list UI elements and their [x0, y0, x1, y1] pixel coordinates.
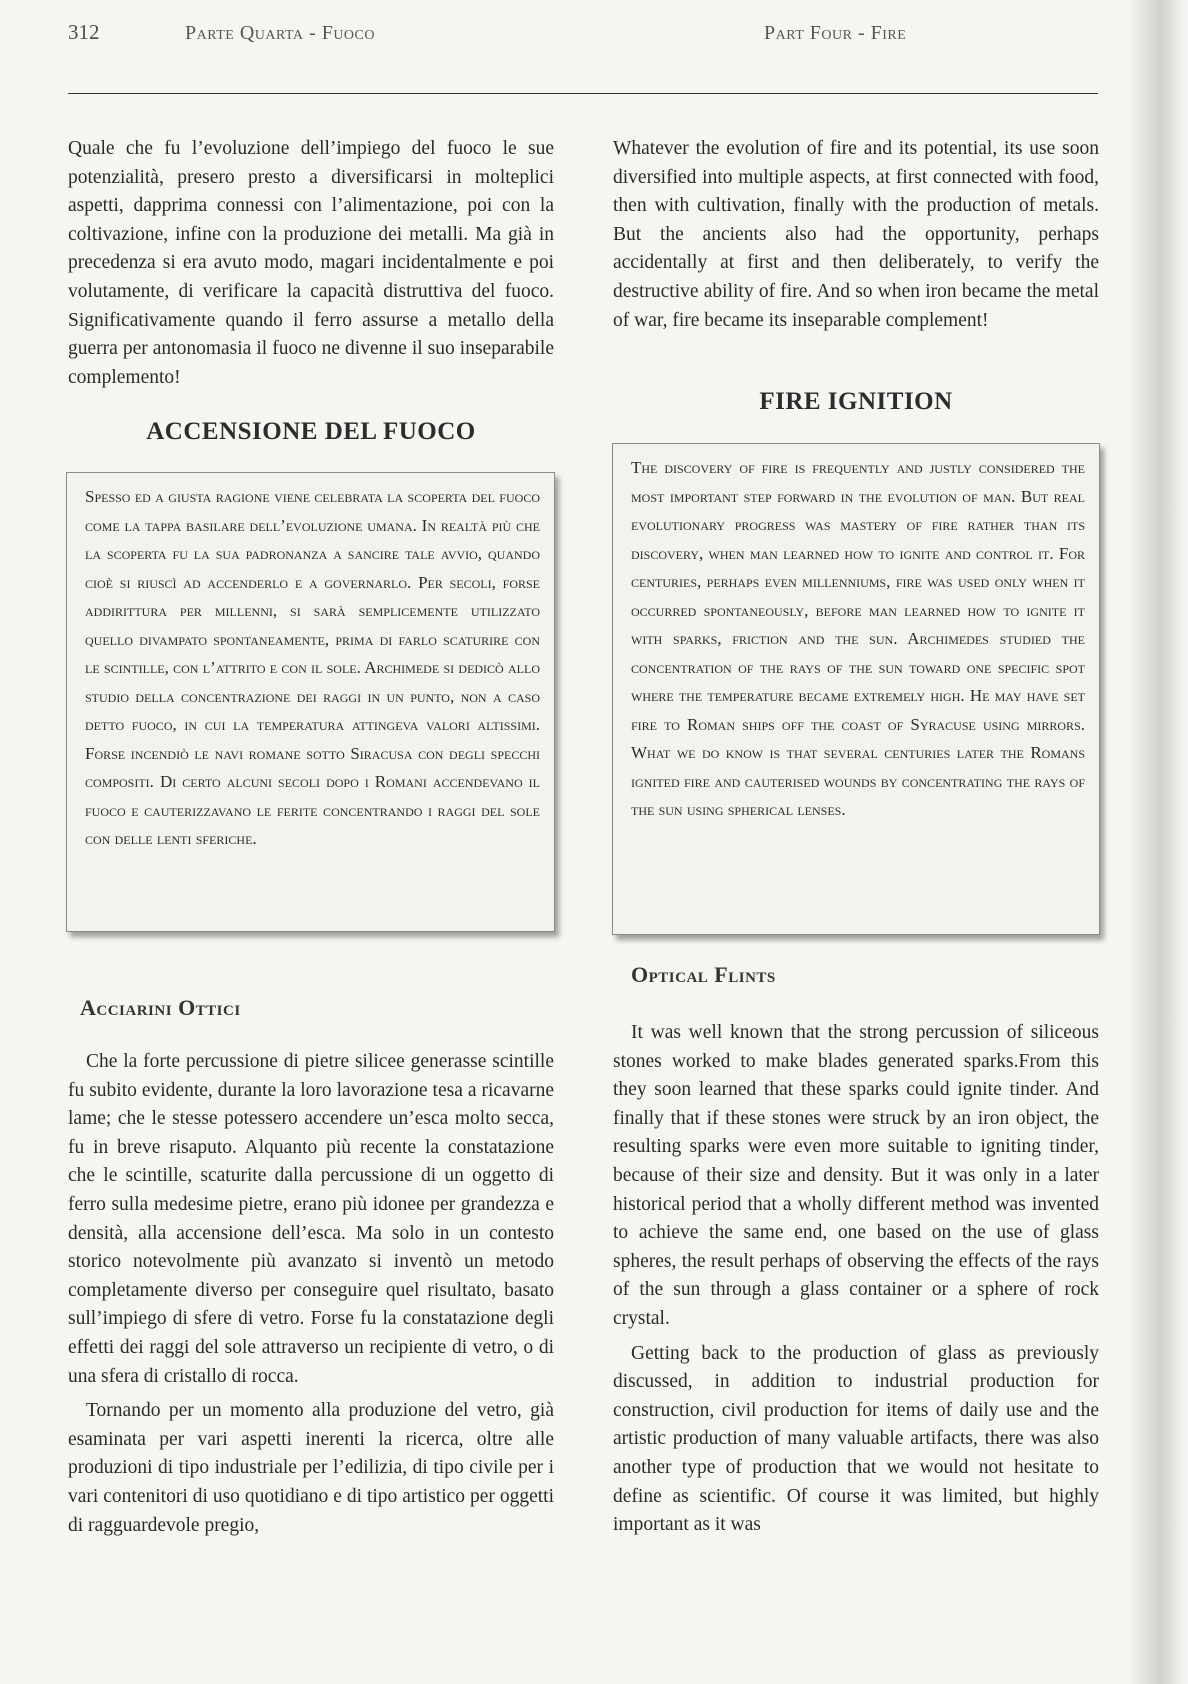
running-header [68, 20, 1100, 70]
italian-intro: Quale che fu l’evoluzione dell’impiego del fuoco le sue potenzialità, presero presto a diversificarsi in molteplici aspetti, dapprima connessi con l’alimentazione, poi con la coltivazione, infine con la produzione dei metalli. Ma già in precedenza si era avuto modo, magari incidentalmente e poi volutamente, di verificare la capacità distruttiva del fuoco. Significativamente quando il ferro assurse a metallo della guerra per antonomasia il fuoco ne divenne il suo inseparabile complemento! [68, 138, 554, 388]
header-rule [68, 93, 1098, 94]
english-paragraph-1: It was well known that the strong percussion of siliceous stones worked to make blades generated sparks.From this they soon learned that these sparks could ignite tinder. And finally that if these stones were struck by an iron object, the resulting sparks were even more suitable to igniting tinder, because of their size and density. But it was only in a later historical period that a wholly different method was invented to achieve the same end, one based on the use of glass spheres, the result perhaps of observing the effects of the rays of the sun through a glass container or a sphere of rock crystal. [613, 1022, 1099, 1329]
english-section-heading: FIRE IGNITION [759, 388, 953, 415]
italian-paragraph-2: Tornando per un momento alla produzione del vetro, già esaminata per vari aspetti inerenti la ricerca, oltre alle produzioni di tipo industriale per l’edilizia, di tipo civile per i vari contenitori di uso quotidiano e di tipo artistico per oggetti di ragguardevole pregio, [68, 1400, 554, 1536]
english-sidebar-box [612, 443, 1100, 935]
italian-paragraph-1: Che la forte percussione di pietre silicee generasse scintille fu subito evidente, durante la loro lavorazione tesa a ricavarne lame; che le stesse potessero accendere un’esca molto secca, fu in breve risaputo. Alquanto più recente la constatazione che le scintille, scaturite dalla percussione di un oggetto di ferro sulla medesime pietre, erano più idonee per grandezza e densità, alla accensione dell’esca. Ma solo in un contesto storico notevolmente più avanzato si inventò un metodo completamente diverso per conseguire quel risultato, basato sull’impiego di sfere di vetro. Forse fu la constatazione degli effetti dei raggi del sole attraverso un recipiente di vetro, o di una sfera di cristallo di rocca. [68, 1051, 554, 1387]
english-intro: Whatever the evolution of fire and its potential, its use soon diversified into multiple aspects, at first connected with food, then with cultivation, finally with the production of metals. But the ancients also had the opportunity, perhaps accidentally at first and then deliberately, to verify the destructive ability of fire. And so when iron became the metal of war, fire became its inseparable complement! [613, 138, 1099, 331]
page-number: 312 [68, 20, 100, 44]
header-title-italian: Parte Quarta - Fuoco [185, 22, 375, 44]
english-body [613, 1019, 1099, 1540]
english-box-text: The discovery of fire is frequently and justly considered the most important step forward in the evolution of man. But real evolutionary progress was mastery of fire rather than its discovery, when man learned how to ignite and control it. For centuries, perhaps even millenniums, fire was used only when it occurred spontaneously, before man learned how to ignite it with sparks, friction and the sun. Archimedes studied the concentration of the rays of the sun toward one specific spot where the temperature became extremely high. He may have set fire to Roman ships off the coast of Syracuse using mirrors. What we do know is that several centuries later the Romans ignited fire and cauterised wounds by concentrating the rays of the sun using spherical lenses. [631, 458, 1085, 819]
page-gutter-shadow [1128, 0, 1188, 1684]
italian-body [68, 1048, 554, 1540]
english-paragraph-2: Getting back to the production of glass as previously discussed, in addition to industrial production for construction, civil production for items of daily use and the artistic production of many valuable artifacts, there was also another type of production that we would not hesitate to define as scientific. Of course it was limited, but highly important as it was [613, 1342, 1099, 1536]
italian-box-text: Spesso ed a giusta ragione viene celebrata la scoperta del fuoco come la tappa basilare dell’evoluzione umana. In realtà più che la scoperta fu la sua padronanza a sancire tale avvio, quando cioè si riuscì ad accenderlo e a governarlo. Per secoli, forse addirittura per millenni, si sarà semplicemente utilizzato quello divampato spontaneamente, prima di farlo scaturire con le scintille, con l’attrito e con il sole. Archimede si dedicò allo studio della concentrazione dei raggi in un punto, non a caso detto fuoco, in cui la temperatura attingeva valori altissimi. Forse incendiò le navi romane sotto Siracusa con degli specchi compositi. Di certo alcuni secoli dopo i Romani accendevano il fuoco e cauterizzavano le ferite concentrando i raggi del sole con delle lenti sferiche. [85, 487, 540, 848]
english-subheading: Optical Flints [631, 962, 776, 987]
italian-section-heading: ACCENSIONE DEL FUOCO [146, 418, 476, 445]
header-title-english: Part Four - Fire [764, 22, 907, 44]
italian-sidebar-box [66, 472, 555, 932]
italian-subheading: Acciarini Ottici [80, 995, 241, 1020]
